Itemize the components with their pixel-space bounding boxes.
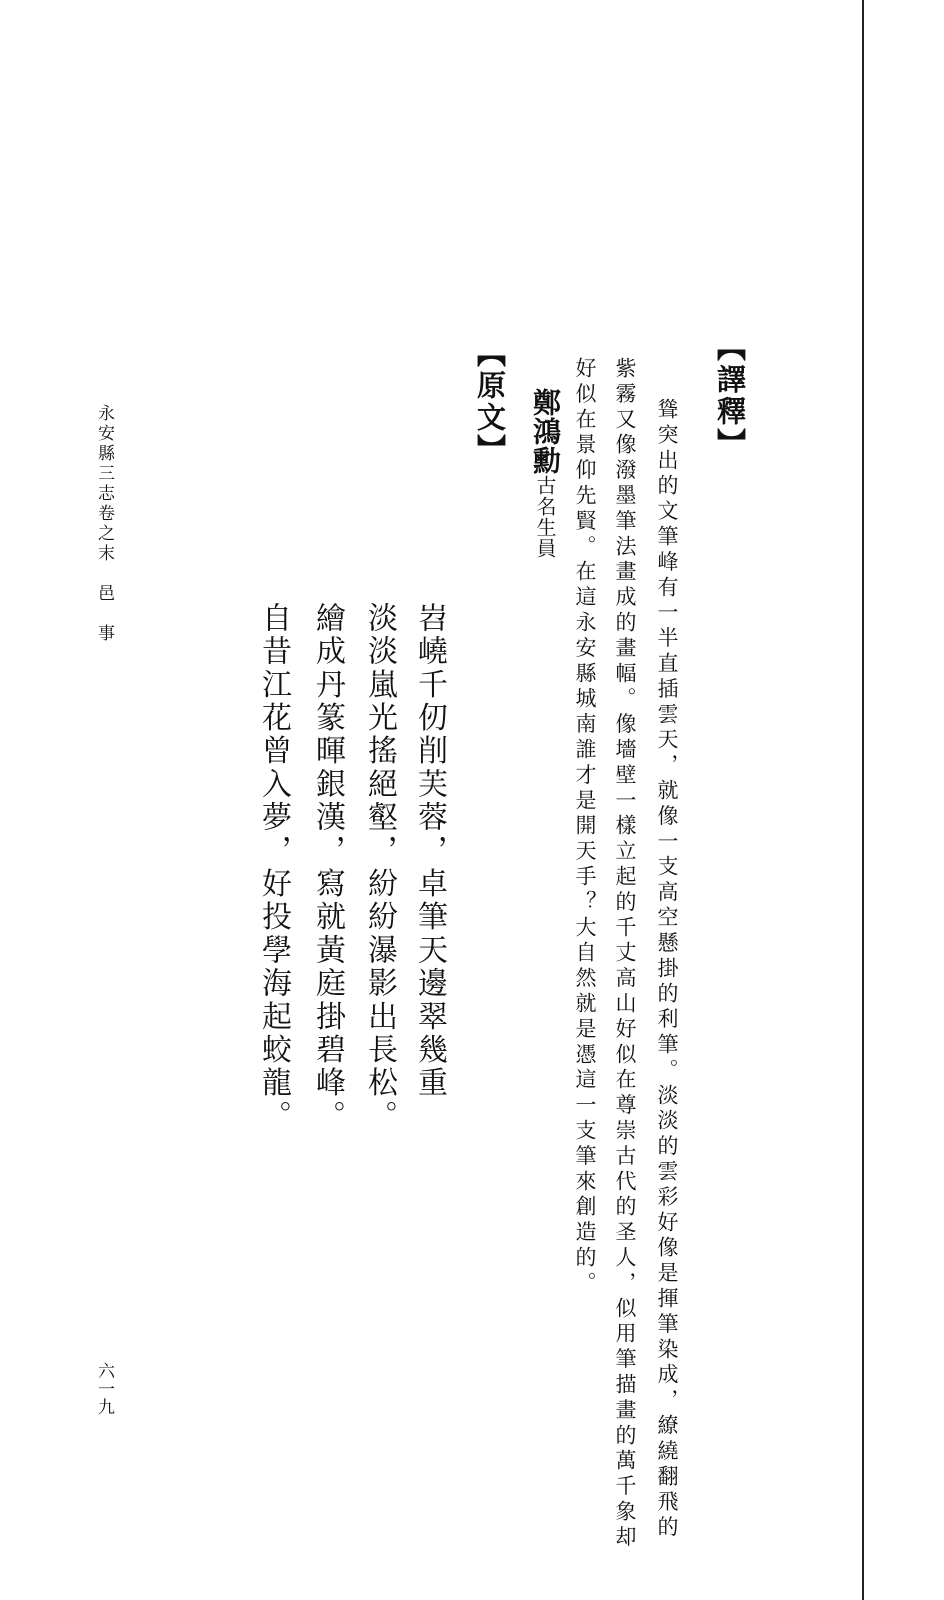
poem-line-4: 自昔江花曾入夢，好投學海起蛟龍。 <box>256 602 291 1134</box>
page-edge-line <box>862 0 864 1600</box>
translation-line-2: 紫霧又像潑墨筆法畫成的畫幅。像墻壁一樣立起的千丈高山好似在尊崇古代的圣人，似用筆描畫的萬千象却 <box>613 357 637 1551</box>
poem-line-1: 岧嶢千仞削芙蓉，卓筆天邊翠幾重 <box>412 602 447 1100</box>
poem-line-3: 繪成丹篆暉銀漢，寫就黃庭掛碧峰。 <box>310 602 345 1134</box>
original-header: 【原文】 <box>473 338 507 466</box>
running-head: 永安縣三志卷之末 邑 事 <box>94 404 114 644</box>
author-name: 鄭鴻勳 <box>529 388 562 475</box>
author-note: 古名生員 <box>533 475 557 559</box>
page-number: 六一九 <box>94 1362 114 1416</box>
translation-line-3: 好似在景仰先賢。在這永安縣城南誰才是開天手？大自然就是憑這一支筆來創造的。 <box>573 357 597 1297</box>
poem-line-2: 淡淡嵐光搖絕壑，紛紛瀑影出長松。 <box>362 602 397 1134</box>
translation-line-1: 聳突出的文筆峰有一半直插雲天，就像一支高空懸掛的利筆。淡淡的雲彩好像是揮筆染成，繚繞翻飛的 <box>655 398 679 1541</box>
translation-header: 【譯釋】 <box>713 332 747 460</box>
author-line <box>530 388 560 559</box>
